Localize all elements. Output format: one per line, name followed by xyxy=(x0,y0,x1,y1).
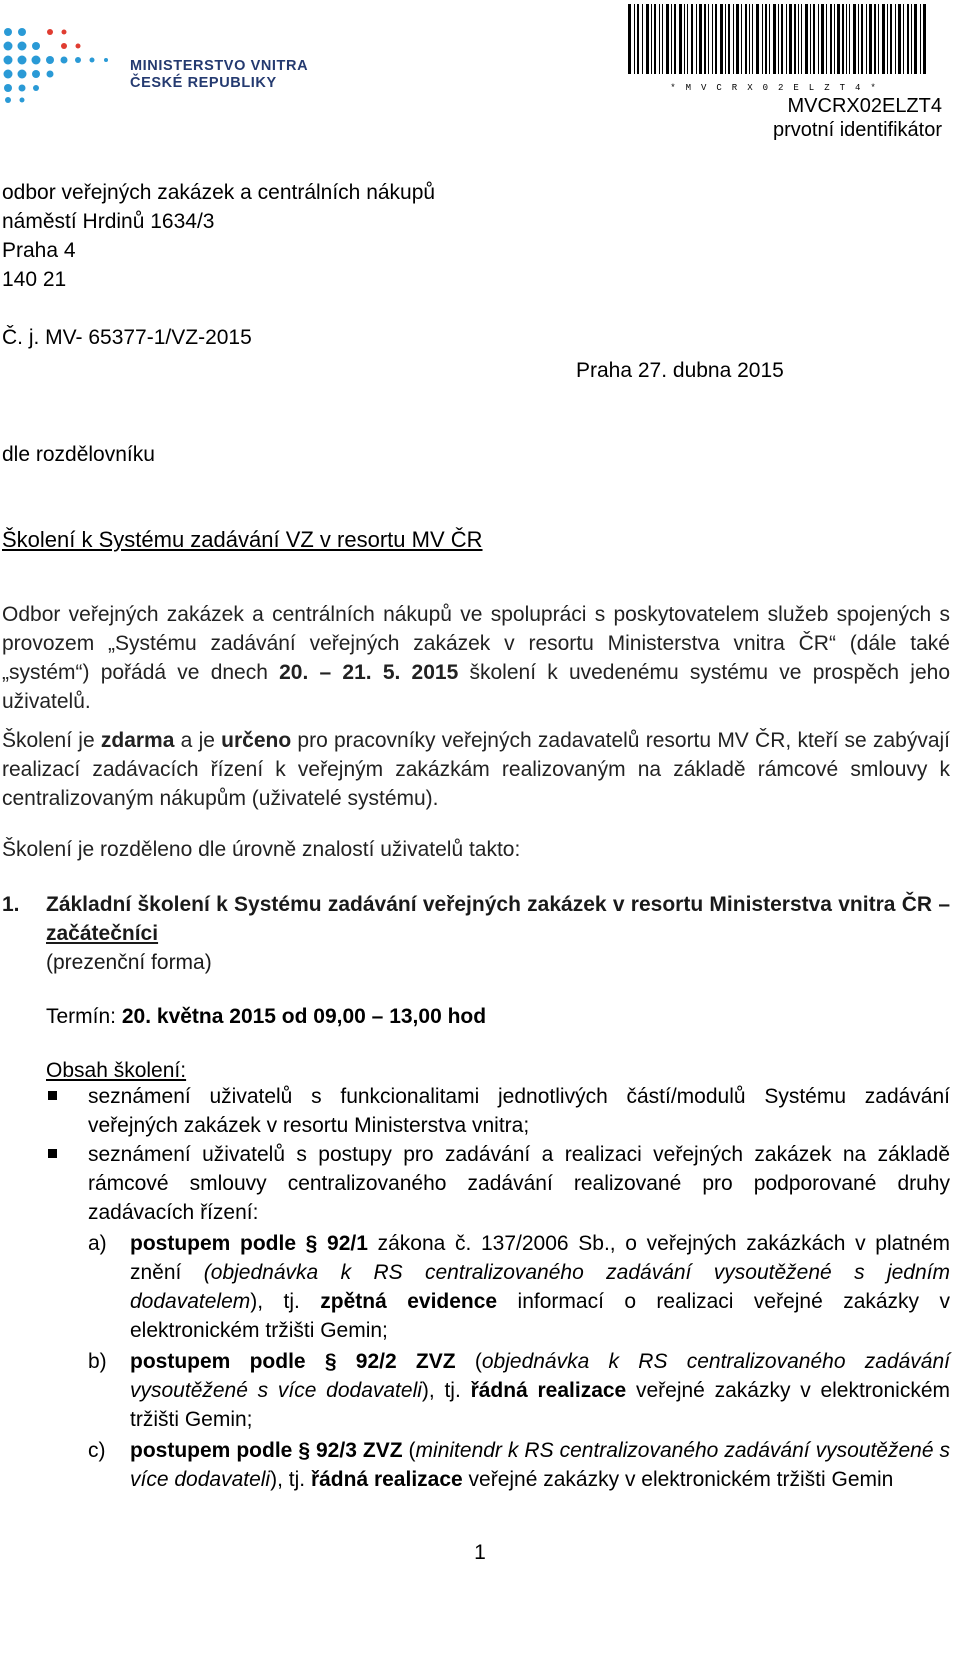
procedure-item-c xyxy=(88,1436,950,1494)
audience-text-a: Školení je xyxy=(2,729,101,752)
bullet-text: seznámení uživatelů s funkcionalitami jednotlivých částí/modulů Systému zadávání veřejných zakázek v resortu Ministerstva vnitra; xyxy=(88,1085,950,1137)
page-number: 1 xyxy=(474,1541,486,1564)
section-term xyxy=(46,1002,486,1031)
item-text: ), tj. xyxy=(270,1468,311,1491)
sender-address xyxy=(2,178,435,294)
item-procedure: postupem podle § 92/1 xyxy=(130,1232,368,1255)
item-text: veřejné zakázky v elektronickém tržišti Gemin xyxy=(462,1468,894,1491)
item-letter: b) xyxy=(88,1350,107,1373)
term-label: Termín: xyxy=(46,1005,122,1028)
sender-street: náměstí Hrdinů 1634/3 xyxy=(2,210,215,233)
list-item xyxy=(46,1140,950,1494)
section-title: Základní školení k Systému zadávání veřejných zakázek v resortu Ministerstva vnitra ČR – xyxy=(46,893,950,916)
sender-zip: 140 21 xyxy=(2,268,67,291)
item-procedure: postupem podle § 92/3 ZVZ xyxy=(130,1439,403,1462)
item-procedure: postupem podle § 92/2 ZVZ xyxy=(130,1350,456,1373)
item-italic: objednávka k RS centralizovaného zadávání vysoutěžené s více dodavateli xyxy=(130,1350,950,1402)
item-text: ), tj. xyxy=(421,1379,471,1402)
identifier-label: prvotní identifikátor xyxy=(773,119,942,141)
intro-text-b: školení k uvedenému systému ve prospěch jeho uživatelů. xyxy=(2,661,951,713)
distribution-note: dle rozdělovníku xyxy=(2,443,155,466)
ministry-logo-icon xyxy=(0,22,125,107)
document-subject: Školení k Systému zadávání VZ v resortu MV ČR xyxy=(2,527,483,552)
item-letter: c) xyxy=(88,1439,106,1462)
term-value: 20. května 2015 od 09,00 – 13,00 hod xyxy=(121,1005,487,1028)
barcode-caption: *MVCRX02ELZT4* xyxy=(670,83,886,93)
content-list xyxy=(46,1082,950,1494)
procedure-item-a xyxy=(88,1229,950,1345)
item-text: veřejné zakázky v elektronickém tržišti Gemin; xyxy=(130,1379,950,1431)
item-mode: řádná realizace xyxy=(310,1468,463,1491)
intro-text-a: Odbor veřejných zakázek a centrálních nákupů ve spolupráci s poskytovatelem služeb spojených s provozem „Systému zadávání veřejných zakázek v resortu Ministerstva vnitra ČR“ (dále také „systém“) pořádá ve dnech xyxy=(2,603,950,684)
item-mode: zpětná evidence xyxy=(320,1290,498,1313)
item-text: zákona č. 137/2006 Sb., o veřejných zakázkách v platném znění xyxy=(130,1232,950,1284)
item-text: informací o realizaci veřejné zakázky v elektronickém tržišti Gemin; xyxy=(130,1290,950,1342)
item-text: ), tj. xyxy=(250,1290,321,1313)
sender-dept: odbor veřejných zakázek a centrálních nákupů xyxy=(2,181,436,204)
section-level: začátečníci xyxy=(46,922,159,945)
item-italic: (objednávka k RS centralizovaného zadávání vysoutěžené s jedním dodavatelem xyxy=(130,1261,950,1313)
intended-for: určeno xyxy=(221,729,292,752)
audience-paragraph xyxy=(2,726,950,813)
levels-paragraph: Školení je rozděleno dle úrovně znalostí uživatelů takto: xyxy=(2,838,521,861)
intro-paragraph xyxy=(2,600,950,716)
logo-line-1: MINISTERSTVO VNITRA xyxy=(130,58,309,74)
document-identifier: MVCRX02ELZT4 xyxy=(787,95,942,117)
section-form: (prezenční forma) xyxy=(46,951,212,974)
ministry-logo-text xyxy=(130,58,308,92)
sender-city: Praha 4 xyxy=(2,239,76,262)
procedure-list xyxy=(88,1229,950,1494)
audience-text-c: pro pracovníky veřejných zadavatelů resortu MV ČR, kteří se zabývají realizací zadávacích řízení k veřejným zakázkám realizovaným na základě rámcové smlouvy k centralizovaným nákupům (uživatelé systému). xyxy=(2,729,950,810)
section-1-heading xyxy=(2,890,950,977)
audience-text-b: a je xyxy=(174,729,222,752)
logo-line-2: ČESKÉ REPUBLIKY xyxy=(130,75,277,91)
document-date: Praha 27. dubna 2015 xyxy=(576,359,784,382)
bullet-text: seznámení uživatelů s postupy pro zadávání a realizaci veřejných zakázek na základě rámcové smlouvy centralizovaného zadávání realizované pro podporované druhy zadávacích řízení: xyxy=(88,1143,950,1224)
training-dates: 20. – 21. 5. 2015 xyxy=(279,661,459,684)
item-mode: řádná realizace xyxy=(470,1379,627,1402)
reference-number: Č. j. MV- 65377-1/VZ-2015 xyxy=(2,326,252,349)
item-letter: a) xyxy=(88,1232,107,1255)
free-of-charge: zdarma xyxy=(100,729,175,752)
identifier-block xyxy=(773,94,942,142)
item-text: ( xyxy=(455,1350,482,1373)
bullet-square-icon xyxy=(48,1091,57,1100)
procedure-item-b xyxy=(88,1347,950,1434)
item-text: ( xyxy=(402,1439,416,1462)
list-item xyxy=(46,1082,950,1140)
section-number: 1. xyxy=(2,893,20,916)
item-italic: minitendr k RS centralizovaného zadávání vysoutěžené s více dodavateli xyxy=(130,1439,950,1491)
content-heading: Obsah školení: xyxy=(46,1059,187,1082)
bullet-square-icon xyxy=(48,1149,57,1158)
